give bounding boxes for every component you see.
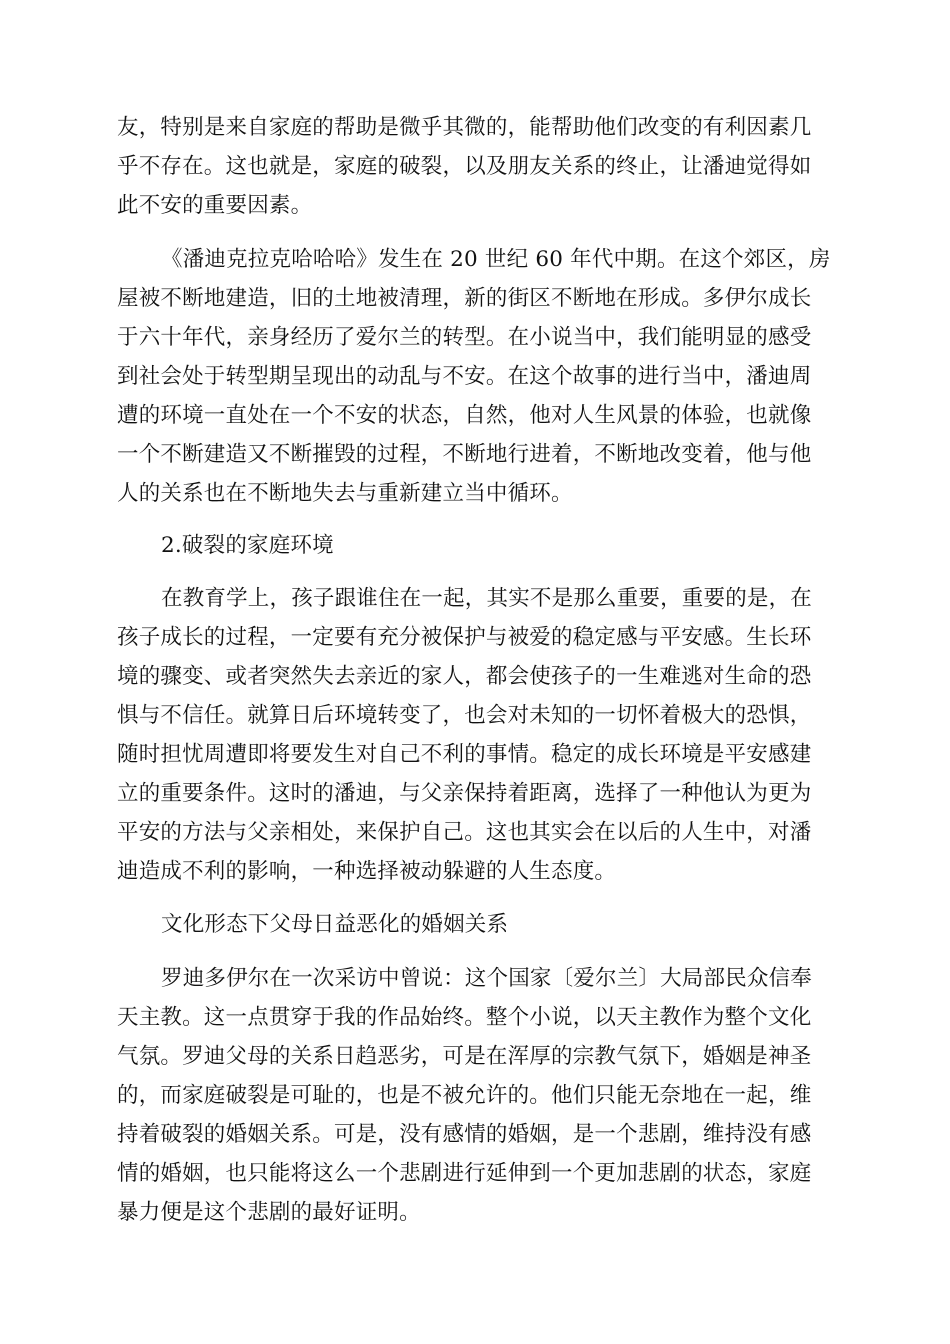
paragraph-line: 境的骤变、或者突然失去亲近的家人，都会使孩子的一生难逃对生命的恐: [117, 664, 812, 689]
paragraph-line: 人的关系也在不断地失去与重新建立当中循环。: [117, 481, 573, 506]
paragraph-line: 到社会处于转型期呈现出的动乱与不安。在这个故事的进行当中，潘迪周: [117, 364, 812, 389]
paragraph-line: 孩子成长的过程，一定要有充分被保护与被爱的稳定感与平安感。生长环: [117, 625, 812, 650]
paragraph-line: 罗迪多伊尔在一次采访中曾说：这个国家〔爱尔兰〕大局部民众信奉: [161, 966, 813, 991]
paragraph-line: 在教育学上，孩子跟谁住在一起，其实不是那么重要，重要的是，在: [161, 586, 813, 611]
paragraph-line: 随时担忧周遭即将要发生对自己不利的事情。稳定的成长环境是平安感建: [117, 742, 812, 767]
paragraph-line: 屋被不断地建造，旧的土地被清理，新的街区不断地在形成。多伊尔成长: [117, 286, 812, 311]
paragraph-line: 的，而家庭破裂是可耻的，也是不被允许的。他们只能无奈地在一起，维: [117, 1083, 812, 1108]
paragraph-line: 此不安的重要因素。: [117, 193, 313, 218]
paragraph-line: 天主教。这一点贯穿于我的作品始终。整个小说，以天主教作为整个文化: [117, 1005, 812, 1030]
paragraph-line: 于六十年代，亲身经历了爱尔兰的转型。在小说当中，我们能明显的感受: [117, 325, 812, 350]
paragraph-line: 暴力便是这个悲剧的最好证明。: [117, 1200, 421, 1225]
paragraph-line: 惧与不信任。就算日后环境转变了，也会对未知的一切怀着极大的恐惧，: [117, 703, 812, 728]
paragraph-line: 遭的环境一直处在一个不安的状态，自然，他对人生风景的体验，也就像: [117, 403, 812, 428]
paragraph-line: 立的重要条件。这时的潘迪，与父亲保持着距离，选择了一种他认为更为: [117, 781, 812, 806]
paragraph-line: 一个不断建造又不断摧毁的过程，不断地行进着，不断地改变着，他与他: [117, 442, 812, 467]
paragraph-line: 迪造成不利的影响，一种选择被动躲避的人生态度。: [117, 859, 617, 884]
paragraph-line: 平安的方法与父亲相处，来保护自己。这也其实会在以后的人生中，对潘: [117, 820, 812, 845]
paragraph-line: 气氛。罗迪父母的关系日趋恶劣，可是在浑厚的宗教气氛下，婚姻是神圣: [117, 1044, 812, 1069]
paragraph-line: 情的婚姻，也只能将这么一个悲剧进行延伸到一个更加悲剧的状态，家庭: [117, 1161, 812, 1186]
paragraph-line: 《潘迪克拉克哈哈哈》发生在 20 世纪 60 年代中期。在这个郊区，房: [161, 247, 831, 272]
section-heading: 文化形态下父母日益恶化的婚姻关系: [161, 912, 509, 937]
paragraph-line: 持着破裂的婚姻关系。可是，没有感情的婚姻，是一个悲剧，维持没有感: [117, 1122, 812, 1147]
paragraph-line: 乎不存在。这也就是，家庭的破裂，以及朋友关系的终止，让潘迪觉得如: [117, 154, 812, 179]
section-heading: 2.破裂的家庭环境: [161, 533, 334, 558]
paragraph-line: 友，特别是来自家庭的帮助是微乎其微的，能帮助他们改变的有利因素几: [117, 115, 812, 140]
